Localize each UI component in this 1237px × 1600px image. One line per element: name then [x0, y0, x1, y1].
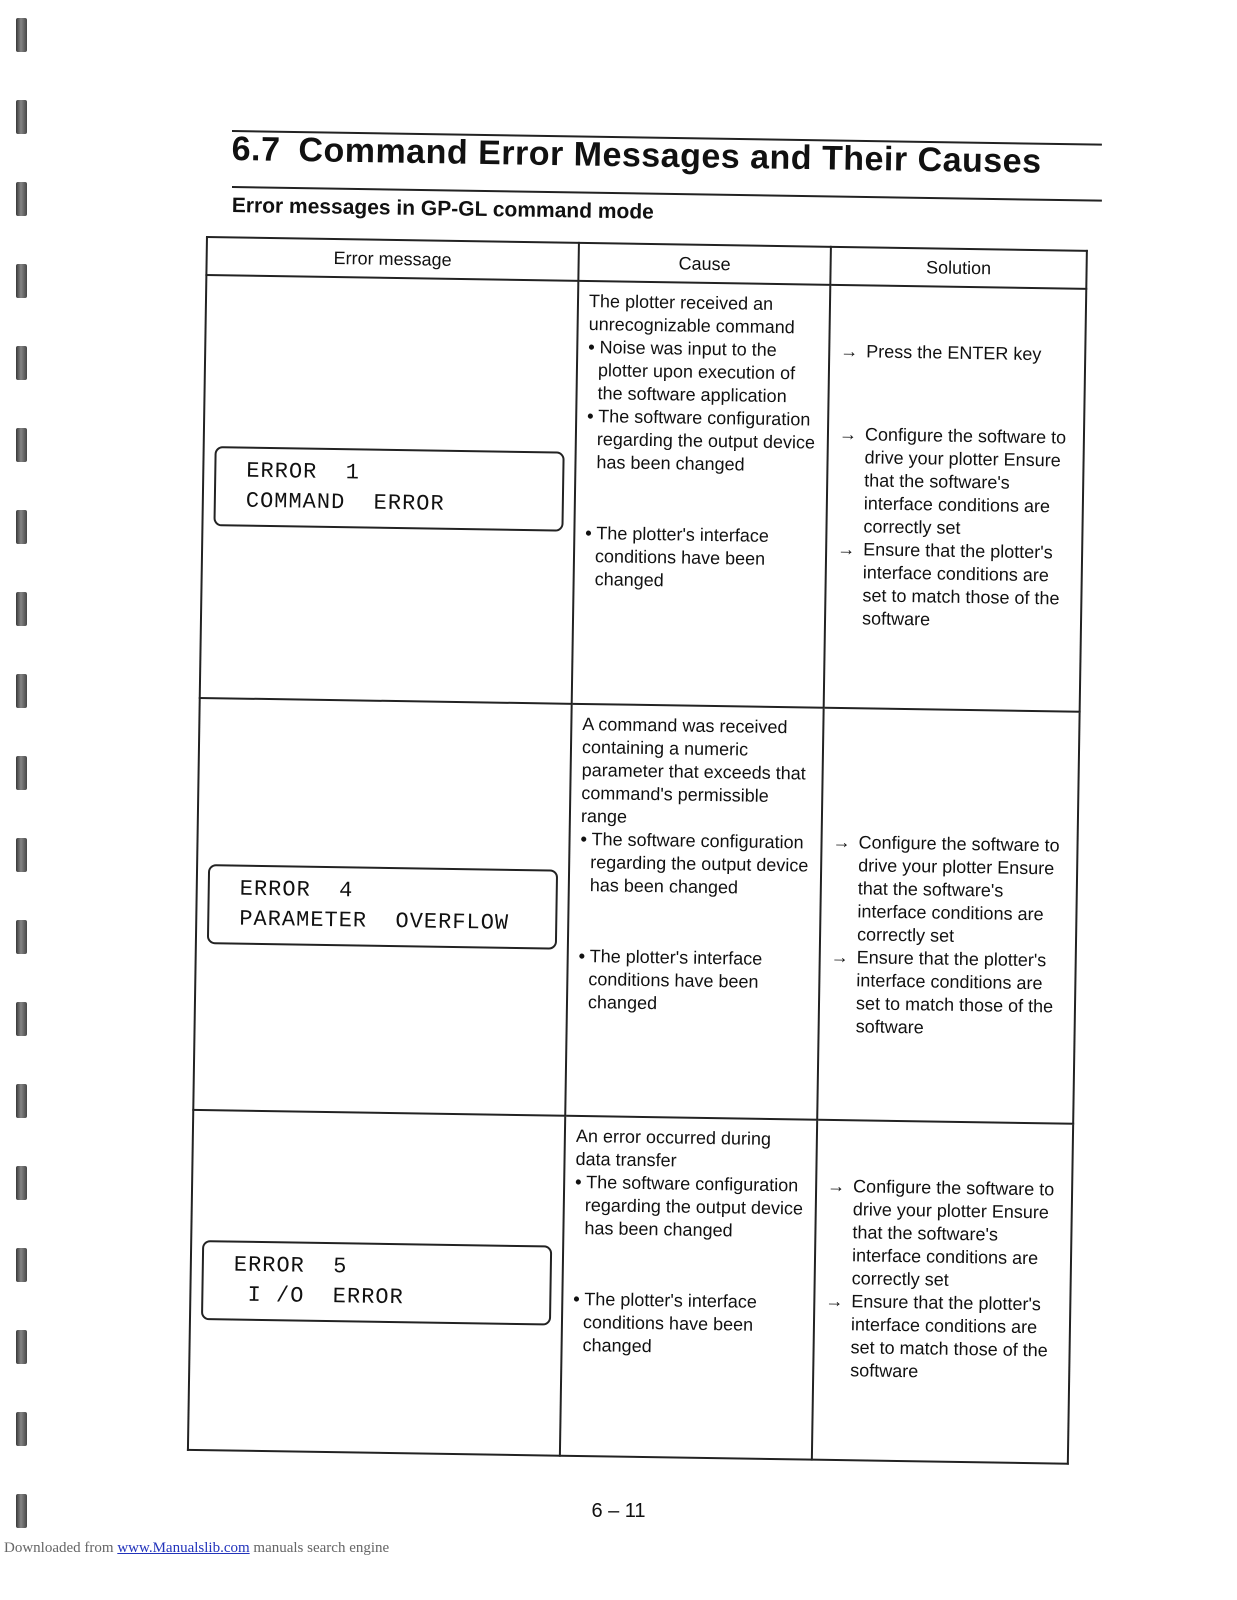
cause-text: The plotter's interface conditions have been changed [582, 1288, 758, 1356]
binder-hole-mark [16, 674, 27, 708]
error-code-line: ERROR 4 [239, 876, 354, 904]
cause-text: The software configuration regarding the output device has been changed [584, 1171, 804, 1241]
bullet-icon: • [587, 406, 594, 427]
cause-text: The software configuration regarding the output device has been changed [596, 406, 816, 475]
bullet-icon: • [575, 1171, 582, 1192]
cause-bullet [586, 405, 817, 478]
binder-hole-mark [16, 838, 27, 872]
error-code-line: ERROR 5 [233, 1252, 348, 1280]
footer-prefix: Downloaded from [4, 1540, 118, 1556]
section-title-text: Command Error Messages and Their Causes [298, 131, 1042, 181]
solution-text: Configure the software to drive your plotter Ensure that the software's interface conditions are correctly set [856, 831, 1060, 946]
error-name-line: COMMAND ERROR [245, 488, 445, 518]
solution-cell [824, 285, 1087, 712]
arrow-right-icon: → [830, 946, 849, 967]
cause-cell [572, 281, 831, 707]
cause-bullet [578, 945, 809, 1018]
error-display-box [213, 446, 564, 531]
binder-hole-mark [16, 1412, 27, 1446]
arrow-right-icon: → [832, 831, 851, 852]
binder-hole-mark [16, 920, 27, 954]
solution-text: Configure the software to drive your plotter Ensure that the software's interface conditions are correctly set [851, 1176, 1055, 1290]
error-code-line: ERROR 1 [246, 458, 361, 486]
solution-cell [817, 707, 1079, 1123]
column-header-error-message: Error message [206, 237, 579, 281]
error-name-line: PARAMETER OVERFLOW [239, 906, 510, 936]
error-message-cell [193, 698, 571, 1116]
cause-intro: An error occurred during data transfer [575, 1125, 772, 1171]
download-footer [4, 1540, 389, 1557]
subsection-title: Error messages in GP-GL command mode [231, 194, 655, 224]
binder-hole-mark [16, 592, 27, 626]
cause-text: The software configuration regarding the output device has been changed [589, 828, 809, 898]
error-message-cell [188, 1110, 565, 1456]
table-row [193, 698, 1079, 1124]
binder-hole-mark [16, 1248, 27, 1282]
column-header-solution: Solution [830, 247, 1087, 289]
solution-text: Configure the software to drive your plotter Ensure that the software's interface conditions are correctly set [863, 424, 1067, 538]
arrow-right-icon: → [837, 538, 856, 560]
solution-item [831, 830, 1067, 949]
cause-bullet [572, 1288, 803, 1361]
binder-hole-mark [16, 1166, 27, 1200]
page-number: 6 – 11 [591, 1500, 646, 1522]
solution-text: Ensure that the plotter's interface conditions are set to match those of the software [855, 946, 1054, 1037]
bullet-icon: • [580, 828, 588, 849]
cause-bullet [574, 1171, 805, 1244]
solution-text: Ensure that the plotter's interface conditions are set to match those of the software [861, 539, 1060, 630]
bullet-icon: • [588, 337, 595, 358]
table-row [188, 1110, 1073, 1464]
binder-hole-mark [16, 756, 27, 790]
arrow-right-icon: → [825, 1290, 844, 1311]
table-row [200, 275, 1087, 711]
solution-item [836, 538, 1071, 634]
solution-item [824, 1290, 1059, 1386]
cause-text: Noise was input to the plotter upon execution of the software application [597, 337, 796, 407]
section-title [231, 130, 1112, 183]
bullet-icon: • [578, 945, 586, 966]
cause-intro: The plotter received an unrecognizable command [588, 291, 795, 338]
binder-hole-mark [16, 428, 27, 462]
section-number: 6.7 [231, 130, 281, 169]
binder-hole-mark [16, 1084, 27, 1118]
cause-text: The plotter's interface conditions have been changed [587, 945, 763, 1013]
solution-text: Press the ENTER key [866, 341, 1042, 365]
cause-cell [565, 703, 823, 1119]
binder-hole-mark [16, 510, 27, 544]
binder-hole-mark [16, 100, 27, 134]
manualslib-link[interactable]: www.Manualslib.com [117, 1540, 250, 1556]
solution-cell [812, 1120, 1073, 1464]
error-table-wrapper [187, 236, 1086, 1465]
cause-intro: A command was received containing a numeric parameter that exceeds that command's permissible range [580, 713, 806, 827]
bullet-icon: • [585, 522, 592, 544]
binder-hole-mark [16, 264, 27, 298]
solution-item [840, 340, 1074, 367]
arrow-right-icon: → [840, 340, 859, 362]
cause-bullet [580, 828, 811, 901]
footer-suffix: manuals search engine [249, 1540, 390, 1556]
error-display-box [201, 1240, 552, 1325]
solution-item [837, 423, 1073, 542]
error-message-cell [200, 275, 579, 703]
binder-hole-mark [16, 1330, 27, 1364]
binder-hole-mark [16, 18, 27, 52]
cause-text: The plotter's interface conditions have been changed [594, 523, 770, 591]
error-name-line: I /O ERROR [233, 1282, 404, 1311]
bullet-icon: • [573, 1288, 580, 1309]
arrow-right-icon: → [827, 1175, 846, 1196]
cause-bullet [587, 336, 818, 409]
cause-bullet [584, 522, 815, 595]
arrow-right-icon: → [838, 423, 858, 445]
cause-cell [560, 1116, 817, 1460]
solution-text: Ensure that the plotter's interface conditions are set to match those of the software [850, 1291, 1048, 1382]
binder-hole-mark [16, 1002, 27, 1036]
binder-hole-mark [16, 182, 27, 216]
error-table [187, 236, 1088, 1465]
error-display-box [207, 864, 558, 949]
binder-hole-mark [16, 346, 27, 380]
solution-item [826, 1175, 1062, 1294]
solution-item [829, 945, 1064, 1041]
column-header-cause: Cause [578, 243, 831, 285]
